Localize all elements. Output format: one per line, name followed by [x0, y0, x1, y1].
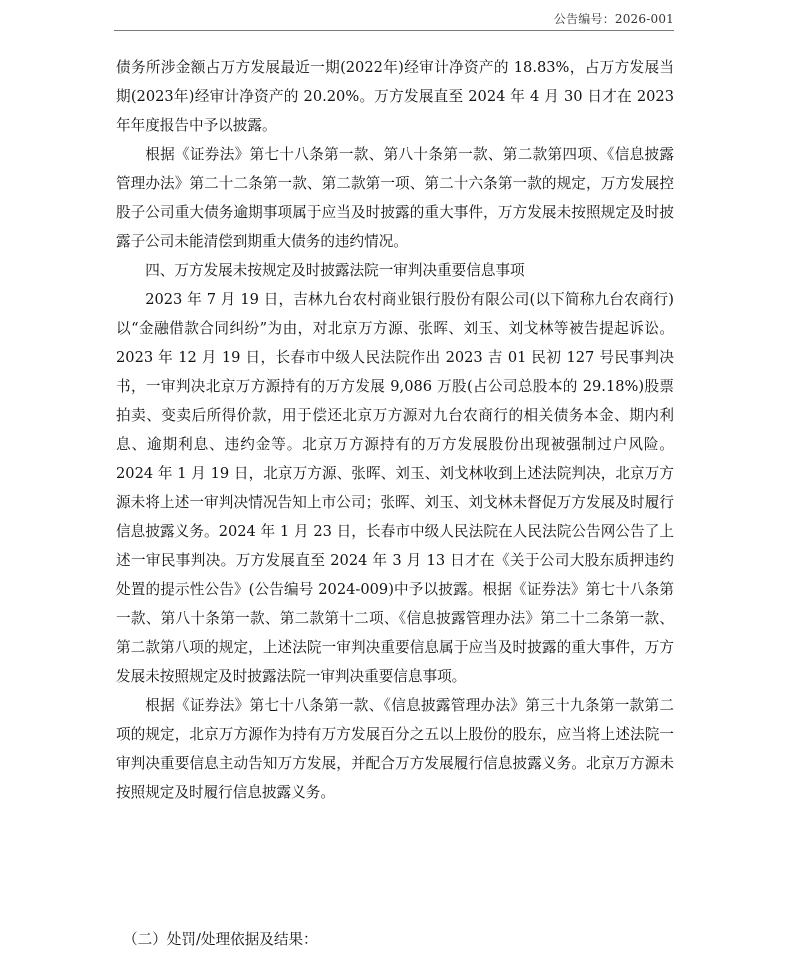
- paragraph-debt-amount: 债务所涉金额占万方发展最近一期(2022年)经审计净资产的 18.83%，占万方发展当期(2023年)经审计净资产的 20.20%。万方发展直至 2024 年 4 月 30 日才在 2023 年年度报告中予以披露。: [116, 59, 674, 134]
- document-body: [116, 53, 674, 807]
- announcement-number: 公告编号：2026-001: [553, 12, 674, 26]
- page-header: [0, 0, 788, 34]
- paragraph-court-judgment: 2023 年 7 月 19 日，吉林九台农村商业银行股份有限公司(以下简称九台农商行)以“金融借款合同纠纷”为由，对北京万方源、张晖、刘玉、刘戈林等被告提起诉讼。2023 年 12 月 19 日，长春市中级人民法院作出 2023 吉 01 民初 127 号民事判决书，一审判决北京万方源持有的万方发展 9,086 万股(占公司总股本的 29.18%)股票拍卖、变卖后所得价款，用于偿还北京万方源对九台农商行的相关债务本金、期内利息、逾期利息、违约金等。北京万方源持有的万方发展股份出现被强制过户风险。2024 年 1 月 19 日，北京万方源、张晖、刘玉、刘戈林收到上述法院判决，北京万方源未将上述一审判决情况告知上市公司；张晖、刘玉、刘戈林未督促万方发展及时履行信息披露义务。2024 年 1 月 23 日，长春市中级人民法院在人民法院公告网公告了上述一审民事判决。万方发展直至 2024 年 3 月 13 日才在《关于公司大股东质押违约处置的提示性公告》(公告编号 2024-009)中予以披露。根据《证券法》第七十八条第一款、第八十条第一款、第二款第十二项、《信息披露管理办法》第二十二条第一款、第二款第八项的规定，上述法院一审判决重要信息属于应当及时披露的重大事件，万方发展未按照规定及时披露法院一审判决重要信息事项。: [116, 291, 674, 685]
- penalty-basis-heading: （二）处罚/处理依据及结果：: [123, 931, 318, 948]
- header-divider: [114, 30, 674, 31]
- paragraph-legal-basis-debt: 根据《证券法》第七十八条第一款、第八十条第一款、第二款第四项、《信息披露管理办法》第二十二条第一款、第二款第一项、第二十六条第一款的规定，万方发展控股子公司重大债务逾期事项属于应当及时披露的重大事件，万方发展未按照规定及时披露子公司未能清偿到期重大债务的违约情况。: [116, 146, 674, 250]
- section-four-heading: 四、万方发展未按规定及时披露法院一审判决重要信息事项: [145, 262, 525, 279]
- paragraph-shareholder-obligation: 根据《证券法》第七十八条第一款、《信息披露管理办法》第三十九条第一款第二项的规定，北京万方源作为持有万方发展百分之五以上股份的股东，应当将上述法院一审判决重要信息主动告知万方发展，并配合万方发展履行信息披露义务。北京万方源未按照规定及时履行信息披露义务。: [116, 697, 674, 801]
